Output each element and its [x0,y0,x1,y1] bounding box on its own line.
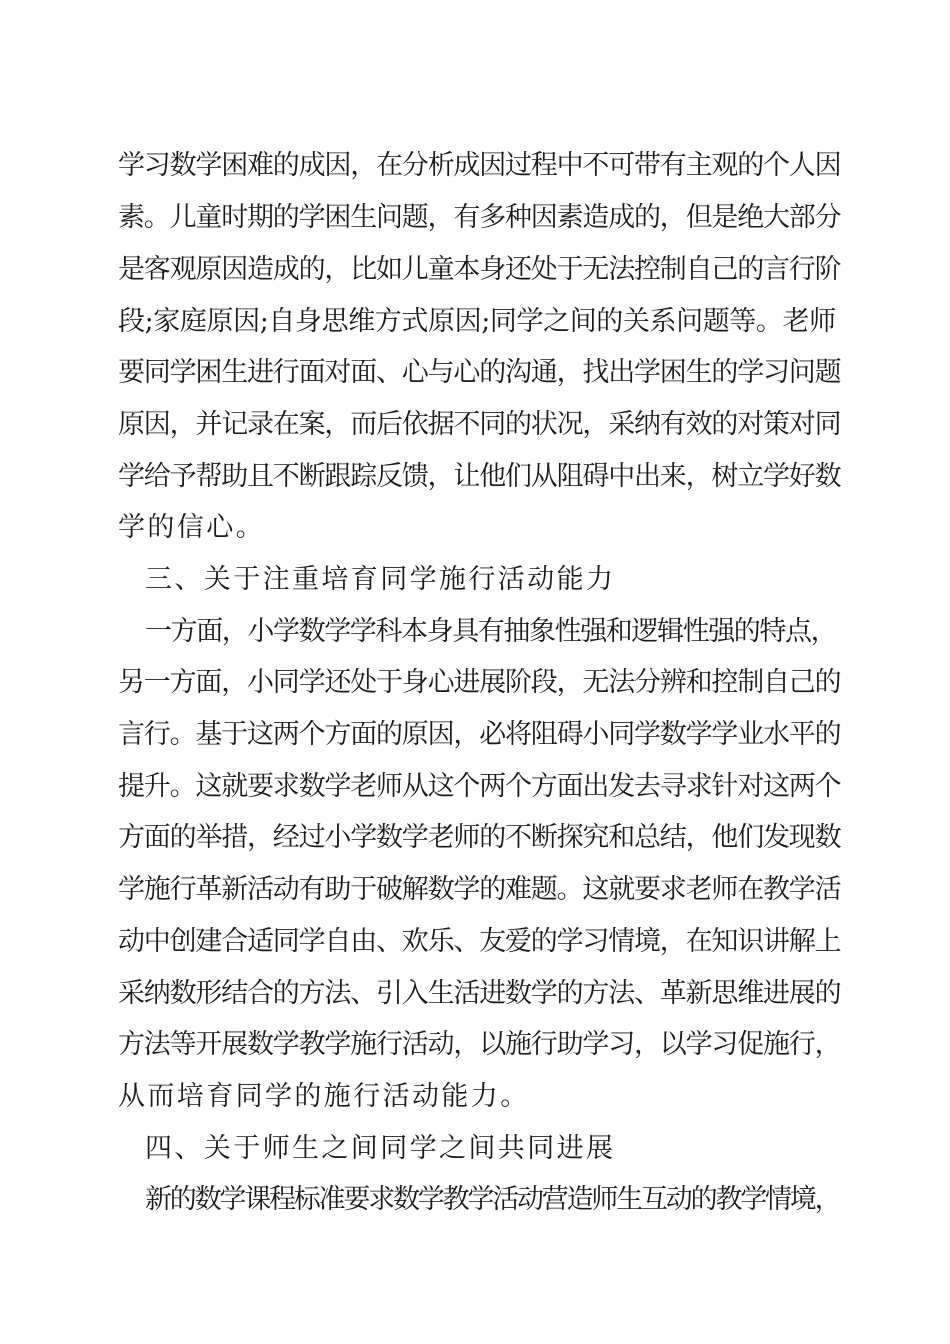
paragraph-line: 素。儿童时期的学困生问题，有多种因素造成的，但是绝大部分 [118,202,841,233]
paragraph-line: 学施行革新活动有助于破解数学的难题。这就要求老师在教学活 [118,874,841,905]
paragraph-line: 采纳数形结合的方法、引入生活进数学的方法、革新思维进展的 [118,978,841,1009]
paragraph-line: 学给予帮助且不断跟踪反馈，让他们从阻碍中出来，树立学好数 [118,461,841,492]
section-heading: 四、关于师生之间同学之间共同进展 [145,1133,616,1164]
paragraph-line: 动中创建合适同学自由、欢乐、友爱的学习情境，在知识讲解上 [118,926,841,957]
paragraph-line: 学的信心。 [118,512,265,543]
paragraph-line: 学习数学困难的成因，在分析成因过程中不可带有主观的个人因 [118,150,841,181]
paragraph-line: 提升。这就要求数学老师从这个两个方面出发去寻求针对这两个 [118,771,841,802]
paragraph-line: 方法等开展数学教学施行活动，以施行助学习，以学习促施行， [118,1029,841,1060]
paragraph-line: 原因，并记录在案，而后依据不同的状况，采纳有效的对策对同 [118,409,841,440]
paragraph-line: 方面的举措，经过小学数学老师的不断探究和总结，他们发现数 [118,822,841,853]
paragraph-line: 要同学困生进行面对面、心与心的沟通，找出学困生的学习问题 [118,357,841,388]
paragraph-line: 另一方面，小同学还处于身心进展阶段，无法分辨和控制自己的 [118,667,841,698]
paragraph-line: 从而培育同学的施行活动能力。 [118,1081,530,1112]
paragraph-line: 一方面，小学数学学科本身具有抽象性强和逻辑性强的特点， [145,616,837,647]
paragraph-line: 新的数学课程标准要求数学教学活动营造师生互动的教学情境， [145,1184,840,1215]
paragraph-line: 是客观原因造成的，比如儿童本身还处于无法控制自己的言行阶 [118,254,841,285]
section-heading: 三、关于注重培育同学施行活动能力 [145,564,616,595]
paragraph-line: 言行。基于这两个方面的原因，必将阻碍小同学数学学业水平的 [118,719,841,750]
paragraph-line: 段;家庭原因;自身思维方式原因;同学之间的关系问题等。老师 [118,306,836,337]
